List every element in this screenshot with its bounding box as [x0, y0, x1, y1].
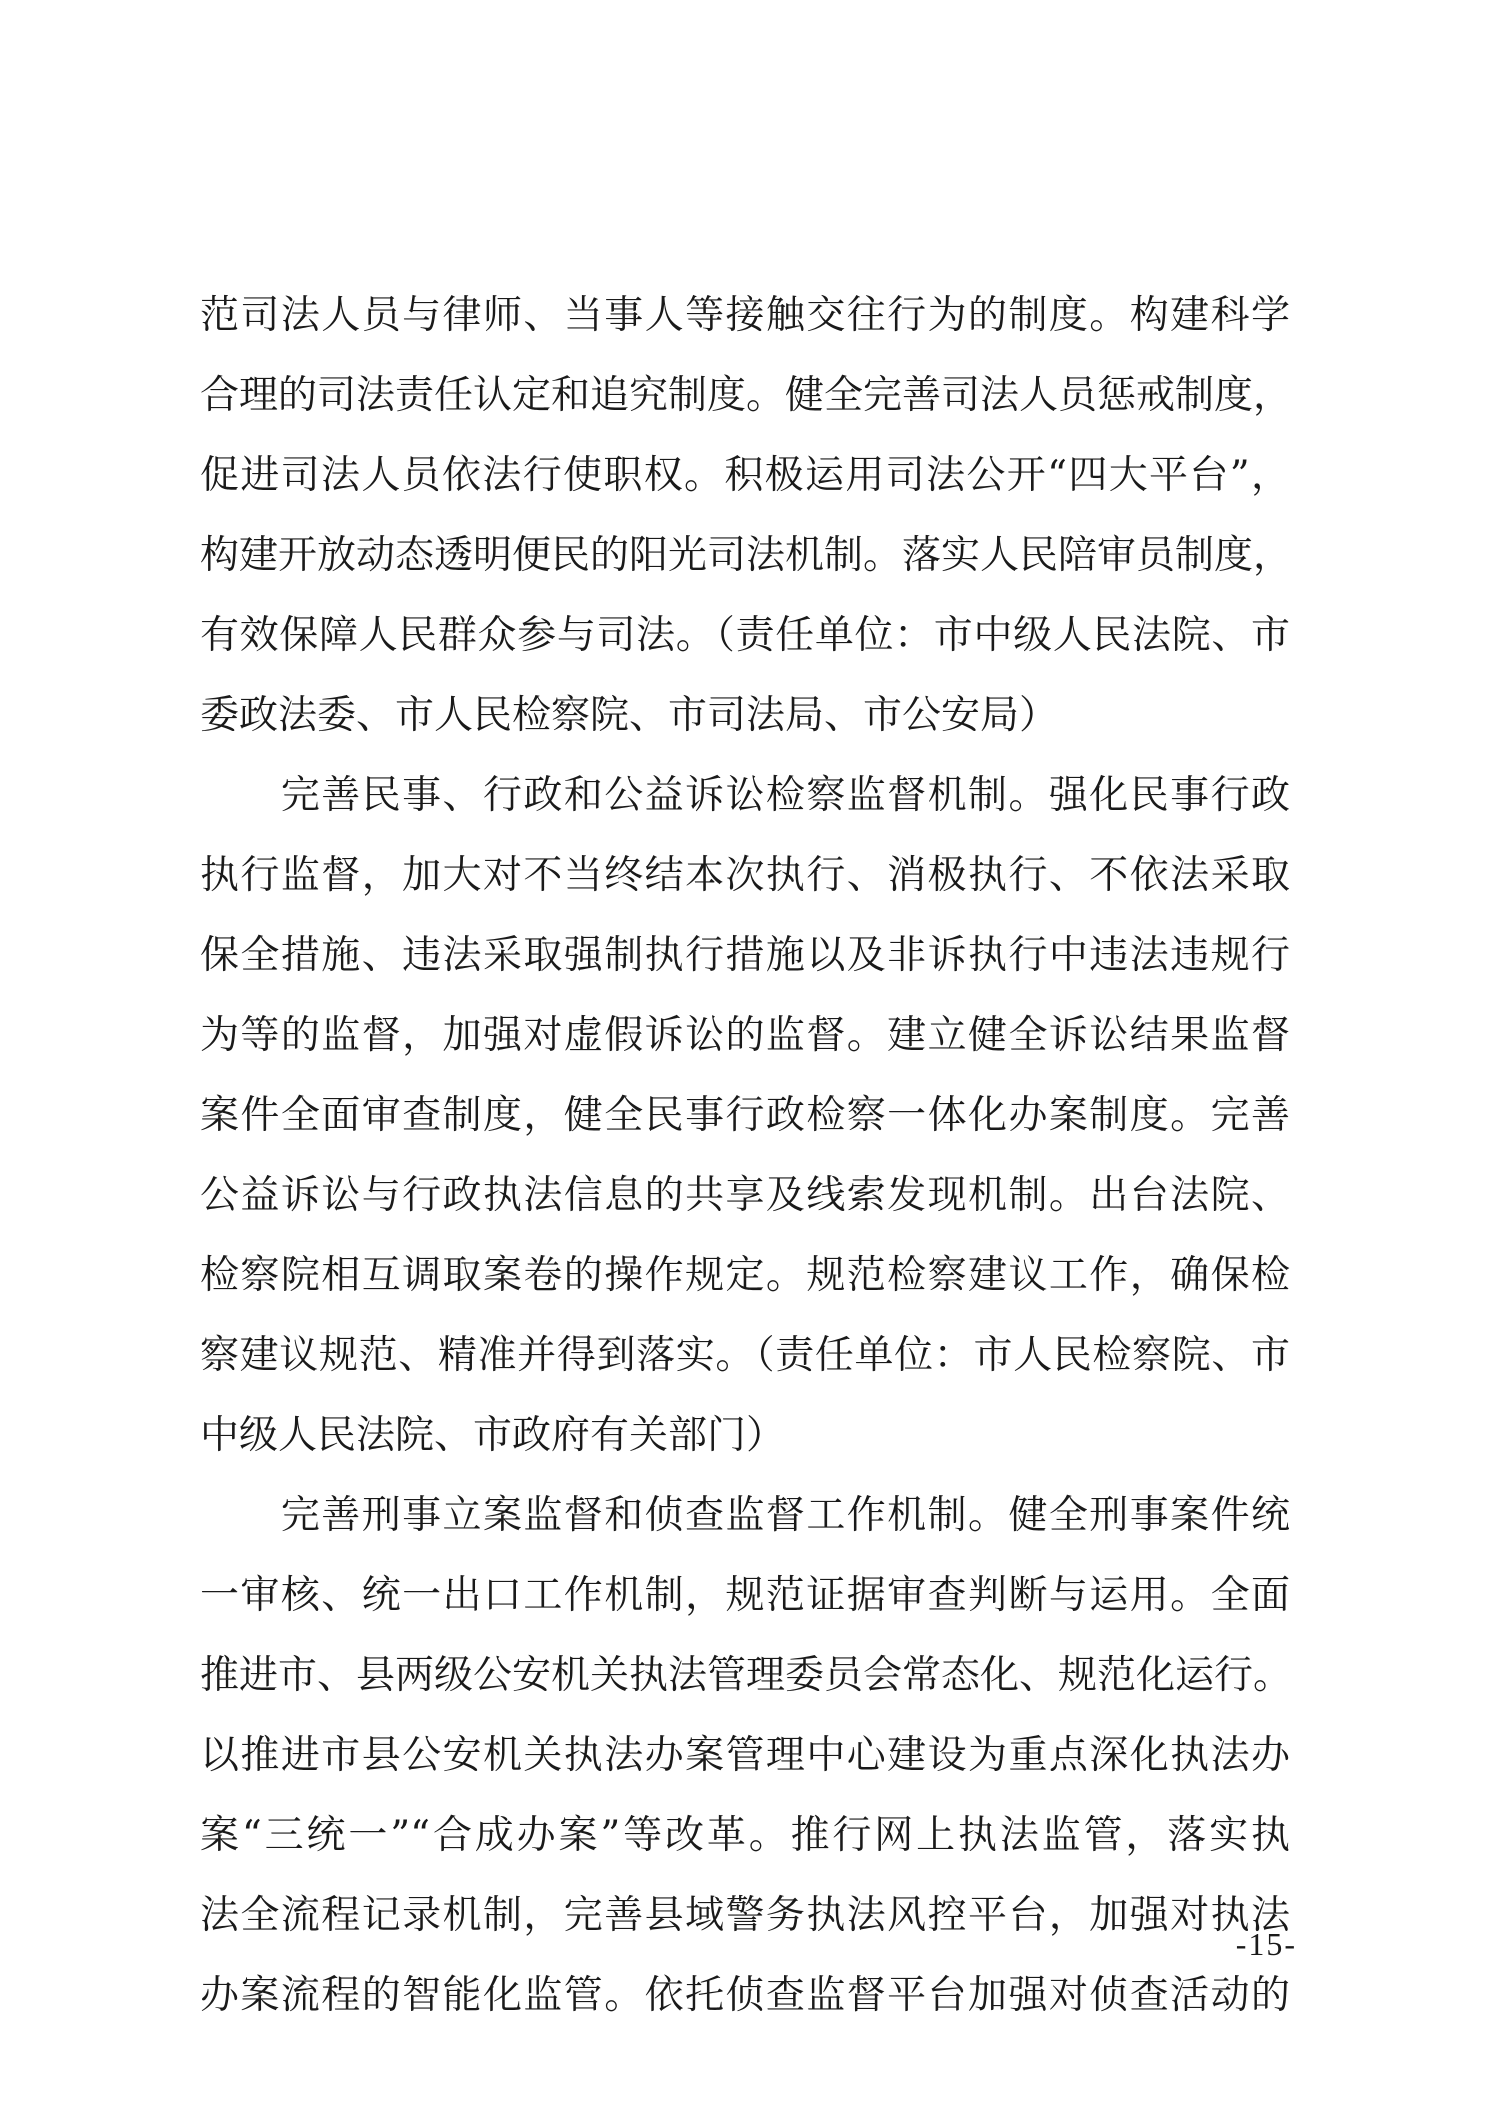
text-line: 委政法委、市人民检察院、市司法局、市公安局）	[200, 693, 1059, 738]
paragraph-1	[200, 276, 1293, 756]
text-line: 完善民事、行政和公益诉讼检察监督机制。强化民事行政	[200, 773, 1290, 818]
text-line: 为等的监督，加强对虚假诉讼的监督。建立健全诉讼结果监督	[200, 1013, 1290, 1058]
document-body	[200, 276, 1293, 2036]
paragraph-2	[200, 756, 1290, 1476]
paragraph-3	[200, 1476, 1293, 2036]
text-line: 构建开放动态透明便民的阳光司法机制。落实人民陪审员制度，	[200, 533, 1293, 578]
text-line: 促进司法人员依法行使职权。积极运用司法公开“四大平台”，	[200, 453, 1290, 498]
text-line: 合理的司法责任认定和追究制度。健全完善司法人员惩戒制度，	[200, 373, 1293, 418]
text-line: 中级人民法院、市政府有关部门）	[200, 1413, 786, 1458]
text-line: 以推进市县公安机关执法办案管理中心建设为重点深化执法办	[200, 1733, 1290, 1778]
text-line: 公益诉讼与行政执法信息的共享及线索发现机制。出台法院、	[200, 1173, 1290, 1218]
text-line: 察建议规范、精准并得到落实。（责任单位：市人民检察院、市	[200, 1333, 1290, 1378]
text-line: 案件全面审查制度，健全民事行政检察一体化办案制度。完善	[200, 1093, 1290, 1138]
text-line: 案“三统一”“合成办案”等改革。推行网上执法监管，落实执	[200, 1813, 1290, 1858]
text-line: 范司法人员与律师、当事人等接触交往行为的制度。构建科学	[200, 293, 1290, 338]
text-line: 法全流程记录机制，完善县域警务执法风控平台，加强对执法	[200, 1893, 1290, 1938]
text-line: 有效保障人民群众参与司法。（责任单位：市中级人民法院、市	[200, 613, 1290, 658]
text-line: 推进市、县两级公安机关执法管理委员会常态化、规范化运行。	[200, 1653, 1293, 1698]
text-line: 办案流程的智能化监管。依托侦查监督平台加强对侦查活动的	[200, 1973, 1290, 2018]
text-line: 检察院相互调取案卷的操作规定。规范检察建议工作，确保检	[200, 1253, 1290, 1298]
text-line: 执行监督，加大对不当终结本次执行、消极执行、不依法采取	[200, 853, 1290, 898]
text-line: 完善刑事立案监督和侦查监督工作机制。健全刑事案件统	[200, 1493, 1290, 1538]
text-line: 保全措施、违法采取强制执行措施以及非诉执行中违法违规行	[200, 933, 1290, 978]
page-number: -15-	[1235, 1926, 1297, 1962]
text-line: 一审核、统一出口工作机制，规范证据审查判断与运用。全面	[200, 1573, 1290, 1618]
